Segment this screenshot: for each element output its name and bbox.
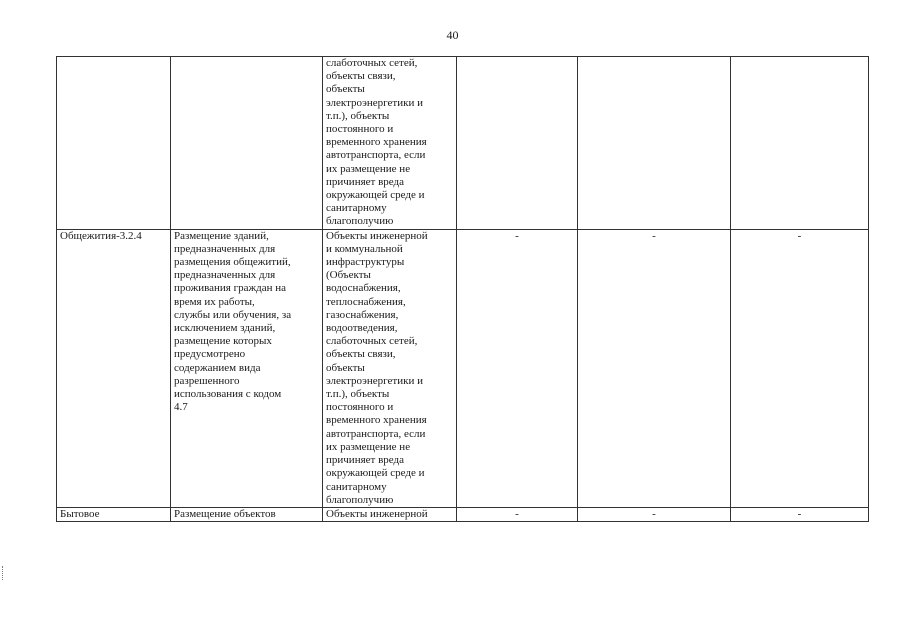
land-use-name-cell: Бытовое (57, 507, 171, 521)
table-row (57, 229, 869, 507)
parameter-cell: - (731, 507, 869, 521)
auxiliary-use-cell: Объекты инженерной и коммунальной инфраструктуры (Объекты водоснабжения, теплоснабжения, газоснабжения, водоотведения, слаботочных сетей, объекты связи, объекты электроэнергетики и т.п.), объекты постоянного и временного хранения автотранспорта, если их размещение не причиняет вреда окружающей среде и санитарному благополучию (323, 229, 457, 507)
parameter-cell: - (457, 507, 578, 521)
parameter-cell: - (578, 507, 731, 521)
land-use-description-cell (171, 57, 323, 230)
land-use-description-cell: Размещение объектов (171, 507, 323, 521)
land-use-name-cell: Общежития-3.2.4 (57, 229, 171, 507)
table-row (57, 507, 869, 521)
margin-mark (2, 566, 6, 580)
land-use-name-cell (57, 57, 171, 230)
parameter-cell (731, 57, 869, 230)
page-number: 40 (446, 28, 459, 42)
parameter-cell: - (457, 229, 578, 507)
table-row (57, 57, 869, 230)
land-use-description-cell: Размещение зданий, предназначенных для размещения общежитий, предназначенных для проживания граждан на время их работы, службы или обучения, за исключением зданий, размещение которых предусмотрено содержанием вида разрешенного использования с кодом 4.7 (171, 229, 323, 507)
permitted-use-table (56, 56, 869, 522)
parameter-cell: - (578, 229, 731, 507)
auxiliary-use-cell: Объекты инженерной (323, 507, 457, 521)
auxiliary-use-cell: слаботочных сетей, объекты связи, объекты электроэнергетики и т.п.), объекты постоянного и временного хранения автотранспорта, если их размещение не причиняет вреда окружающей среде и санитарному благополучию (323, 57, 457, 230)
parameter-cell (457, 57, 578, 230)
parameter-cell (578, 57, 731, 230)
parameter-cell: - (731, 229, 869, 507)
